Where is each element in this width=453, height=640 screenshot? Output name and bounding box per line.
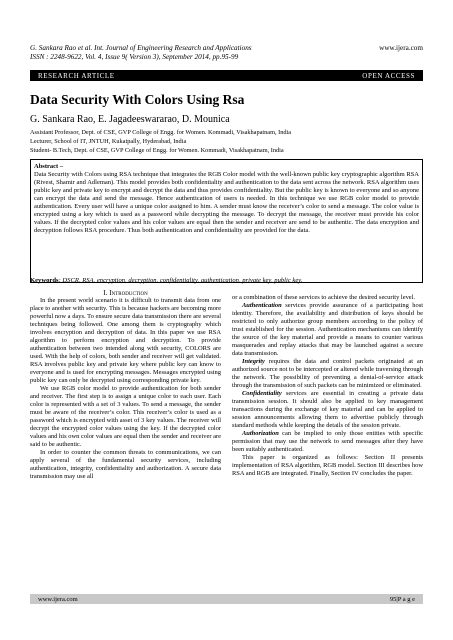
section-heading [30, 289, 221, 297]
section-number: I. [103, 289, 108, 297]
journal-site[interactable]: www.ijera.com [379, 44, 423, 52]
term-authentication: Authentication [242, 301, 282, 309]
paragraph-text: or a combination of these services to achieve the desired security level. [232, 294, 416, 301]
body-paragraph [232, 454, 423, 478]
author-list: G. Sankara Rao, E. Jagadeeswararao, D. Mounica [30, 114, 230, 125]
body-paragraph: In the present world scenario it is difficult to transmit data from one place to another with security. This is because hackers are becoming more powerful now a days. To ensure secure data transmission there are several techniques being followed. One among them is cryptography which involves encryption and decryption of data. In this paper we use RSA algorithm to perform encryption and decryption. To provide authentication between two intended along with security, COLORS are used. With the help of colors, both sender and receiver will get validated. RSA involves public key and private key where public key can know to everyone and is used for encrypting messages. Messages encrypted using public key can only be decrypted using corresponding private key. [30, 297, 221, 384]
body-paragraph [232, 390, 423, 430]
page-number: 95|P a g e [389, 595, 415, 603]
affiliations [30, 128, 291, 155]
footer-site[interactable]: www.ijera.com [38, 595, 78, 603]
research-article-label: RESEARCH ARTICLE [38, 71, 115, 80]
left-column [30, 297, 221, 481]
paragraph-text: requires the data and control packets originated at an authorized source not to be intercepted or altered while traversing through the network. The possibility of preventing a denial-of-service attack through the transmission of such packets can be minimized or eliminated. [232, 357, 423, 389]
paper-title: Data Security With Colors Using Rsa [30, 92, 245, 107]
article-type-banner [30, 70, 423, 81]
body-paragraph [232, 430, 423, 454]
running-header [30, 44, 423, 62]
term-integrity: Integrity [242, 357, 265, 365]
open-access-label: OPEN ACCESS [362, 71, 415, 80]
paragraph-text: can be implied to only those entities with specific permission that may use the network to send messages after they have been suitably authenticated. [232, 429, 423, 453]
paragraph-text: services provide assurance of a participating host identity. Therefore, the availability and distribution of keys should be restricted to only authorize group members according to the policy of trust established for the session. Authentication mechanisms can identify the source of the key material and provide a means to counter various masquerades and replay attacks that may be launched against a secure data transmission. [232, 301, 423, 357]
page-footer [30, 594, 423, 604]
affiliation-line: Lecturer, School of IT, JNTUH, Kukatpally, Hyderabad, India [30, 138, 187, 145]
keywords-line [30, 277, 423, 285]
body-paragraph [232, 302, 423, 358]
abstract-text: Data Security with Colors using RSA technique that integrates the RGB Color model with the well-known public key cryptographic algorithm RSA (Rivest, Shamir and Adleman). This model provides both confidentiality and authentication to the data sent across the network. RSA algorithm uses public key and private key to encrypt and decrypt the data and thus provides confidentiality. But the public key is known to everyone and so anyone can encrypt the data and send the message. Hence authentication of users is needed. In this technique we use RGB color model to provide authentication. Every user will have a unique color assigned to him. A sender must know the receiver’s color to send a message. The color value is encrypted using a key which is used as a password while decrypting the message. To decrypt the message, the receiver must provide his color values. If the decrypted color values and his color values are equal then the sender and receiver are send to be authentic. The data encryption and decryption follows RSA procedure. Thus both authentication and confidentiality are provided for the data. [34, 170, 419, 234]
right-column [232, 294, 423, 478]
paragraph-text: This paper is organized as follows: Section II presents implementation of RSA algorithm, RGB model. Section III describes how RSA and RGB are integrated. Finally, Section IV concludes the paper. [232, 453, 423, 477]
body-paragraph [232, 358, 423, 390]
affiliation-line: Student- B.Tech, Dept. of CSE, GVP College of Engg. for Women. Kommadi, Visakhapatnam, India [30, 147, 284, 154]
citation-line: G. Sankara Rao et al. Int. Journal of Engineering Research and Applications [30, 44, 252, 52]
paragraph-text: services are essential in creating a private data transmission session. It should also be applied to key management transactions during the exchange of key material and can be applied to session announcements allowing them to advertise publicly through standard methods while keeping the details of the session private. [232, 389, 423, 429]
abstract-heading: Abstract – [34, 163, 64, 170]
term-authorization: Authorization [242, 429, 279, 437]
abstract-box [30, 159, 423, 283]
affiliation-line: Assistant Professor, Dept. of CSE, GVP College of Engg. for Women. Kommadi, Visakhapatnam, India [30, 129, 292, 136]
body-paragraph: In order to counter the common threats to communications, we can apply several of the fundamental security services, including authentication, integrity, confidentiality and authorization. A secure data transmission may use all [30, 448, 221, 480]
term-confidentiality: Confidentiality [242, 389, 282, 397]
body-paragraph: We use RGB color model to provide authentication for both sender and receiver. The first step is to assign a unique color to each user. Each color is represented with a set of 3 values. To send a message, the sender must be aware of the receiver’s color. This receiver’s color is used as a password which is encrypted with asset of 3 key values. The receiver will decrypt the encrypted color values using the key. If the decrypted color values and his own color values are equal then the sender and receiver are said to be authentic. [30, 384, 221, 448]
keywords-text: : DSCR, RSA, encryption, decryption, confidentiality, authentication, private key, public key. [58, 277, 303, 284]
issn-line: ISSN : 2248-9622, Vol. 4, Issue 9( Version 3), September 2014, pp.95-99 [30, 53, 239, 61]
section-title: Introduction [109, 289, 148, 297]
body-paragraph [232, 294, 423, 302]
keywords-label: Keywords [30, 277, 59, 284]
